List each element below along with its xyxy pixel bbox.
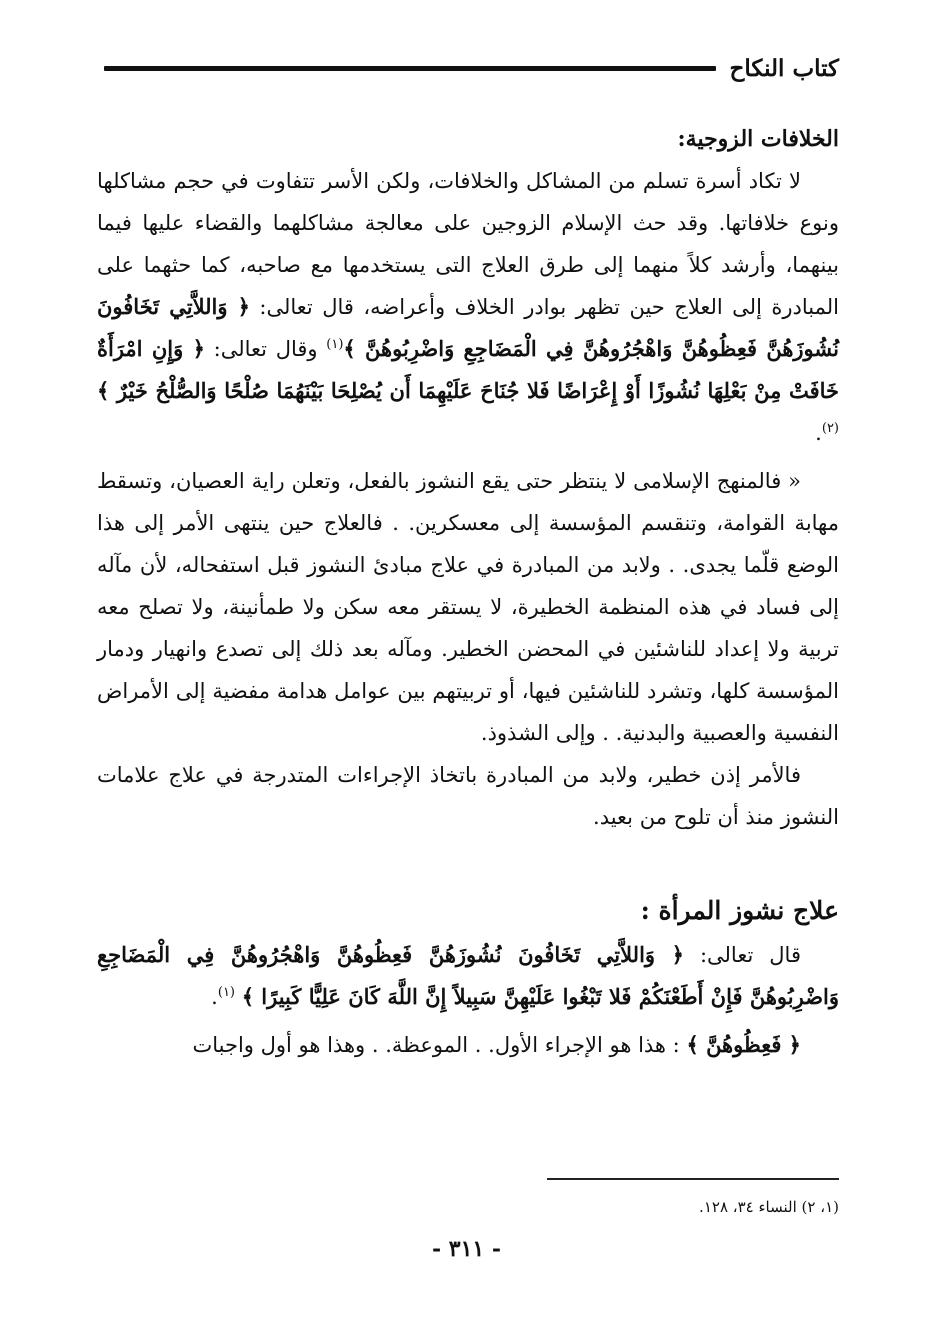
paragraph: فالأمر إذن خطير، ولابد من المبادرة باتخاذ الإجراءات المتدرجة في علاج علامات النشوز منذ أن تلوح من بعيد. — [97, 763, 839, 829]
paragraph — [97, 160, 839, 454]
header-rule — [104, 66, 716, 71]
quran-verse: ﴿ وَاللاَّتِي تَخَافُونَ نُشُوزَهُنَّ فَعِظُوهُنَّ وَاهْجُرُوهُنَّ فِي الْمَضَاجِعِ وَاضْرِبُوهُنَّ ﴾ — [97, 294, 839, 361]
footnote-rule — [547, 1178, 839, 1180]
spacer — [97, 838, 839, 888]
running-header — [104, 48, 839, 88]
footnote: (١، ٢) النساء ٣٤، ١٢٨. — [699, 1198, 839, 1216]
quran-verse: ﴿ فَعِظُوهُنَّ ﴾ — [686, 1032, 801, 1057]
paragraph-text: لا تكاد أسرة تسلم من المشاكل والخلافات، ولكن الأسر تتفاوت في حجم مشاكلها ونوع خلافاتها. وقد حث الإسلام الزوجين على معالجة مشاكلهما والقضاء عليها فيما بينهما، وأرشد كلاً منهما إلى طرق العلاج التى يستخدمها مع صاحبه، كما حثهما على المبادرة إلى العلاج حين تظهر بوادر الخلاف وأعراضه، قال تعالى: — [97, 169, 839, 319]
paragraph-end: . — [211, 985, 218, 1009]
paragraph-text: وقال تعالى: — [213, 337, 318, 361]
footnote-ref: (٢) — [821, 421, 839, 436]
paragraph — [97, 1024, 839, 1066]
paragraph-text: قال تعالى: — [699, 943, 801, 967]
paragraph — [97, 934, 839, 1018]
running-header-title: كتاب النكاح — [729, 54, 839, 82]
quran-verse: ﴿ وَإِنِ امْرَأَةٌ خَافَتْ مِنْ بَعْلِهَا نُشُوزًا أَوْ إِعْرَاضًا فَلا جُنَاحَ عَلَيْهِمَا أَن يُصْلِحَا بَيْنَهُمَا صُلْحًا وَالصُّلْحُ خَيْرٌ ﴾ — [97, 336, 839, 403]
paragraph-quote: « فالمنهج الإسلامى لا ينتظر حتى يقع النشوز بالفعل، وتعلن راية العصيان، وتسقط مهابة القوامة، وتنقسم المؤسسة إلى معسكرين. . فالعلاج حين ينتهى الأمر إلى هذا الوضع قلّما يجدى. . ولابد من المبادرة في علاج مبادئ النشوز قبل استفحاله، لأن مآله إلى فساد في هذه المنظمة الخطيرة، لا يستقر معه سكن ولا طمأنينة، ولا تصلح معه تربية ولا إعداد للناشئين في المحضن الخطير. ومآله بعد ذلك إلى تصدع وانهيار ودمار المؤسسة كلها، وتشرد للناشئين فيها، أو تربيتهم بين عوامل هدامة مفضية إلى الأمراض النفسية والعصبية والبدنية. . وإلى الشذوذ. — [97, 469, 839, 745]
text-column — [97, 118, 839, 1066]
section-heading-treatment: علاج نشوز المرأة : — [640, 896, 839, 925]
page-number: - ٣١١ - — [431, 1236, 502, 1262]
footnote-ref: (١) — [217, 985, 235, 1000]
paragraph-text: : هذا هو الإجراء الأول. . الموعظة. . وهذا هو أول واجبات — [192, 1033, 680, 1057]
section-heading-marital-disputes: الخلافات الزوجية: — [677, 126, 839, 152]
footnote-ref: (١) — [326, 337, 344, 352]
quran-verse: ﴿ وَاللاَّتِي تَخَافُونَ نُشُوزَهُنَّ فَعِظُوهُنَّ وَاهْجُرُوهُنَّ فِي الْمَضَاجِعِ وَاضْرِبُوهُنَّ فَإِنْ أَطَعْنَكُمْ فَلا تَبْغُوا عَلَيْهِنَّ سَبِيلاً إِنَّ اللَّهَ كَانَ عَلِيًّا كَبِيرًا ﴾ — [97, 942, 839, 1009]
paragraph-end: . — [815, 421, 822, 445]
